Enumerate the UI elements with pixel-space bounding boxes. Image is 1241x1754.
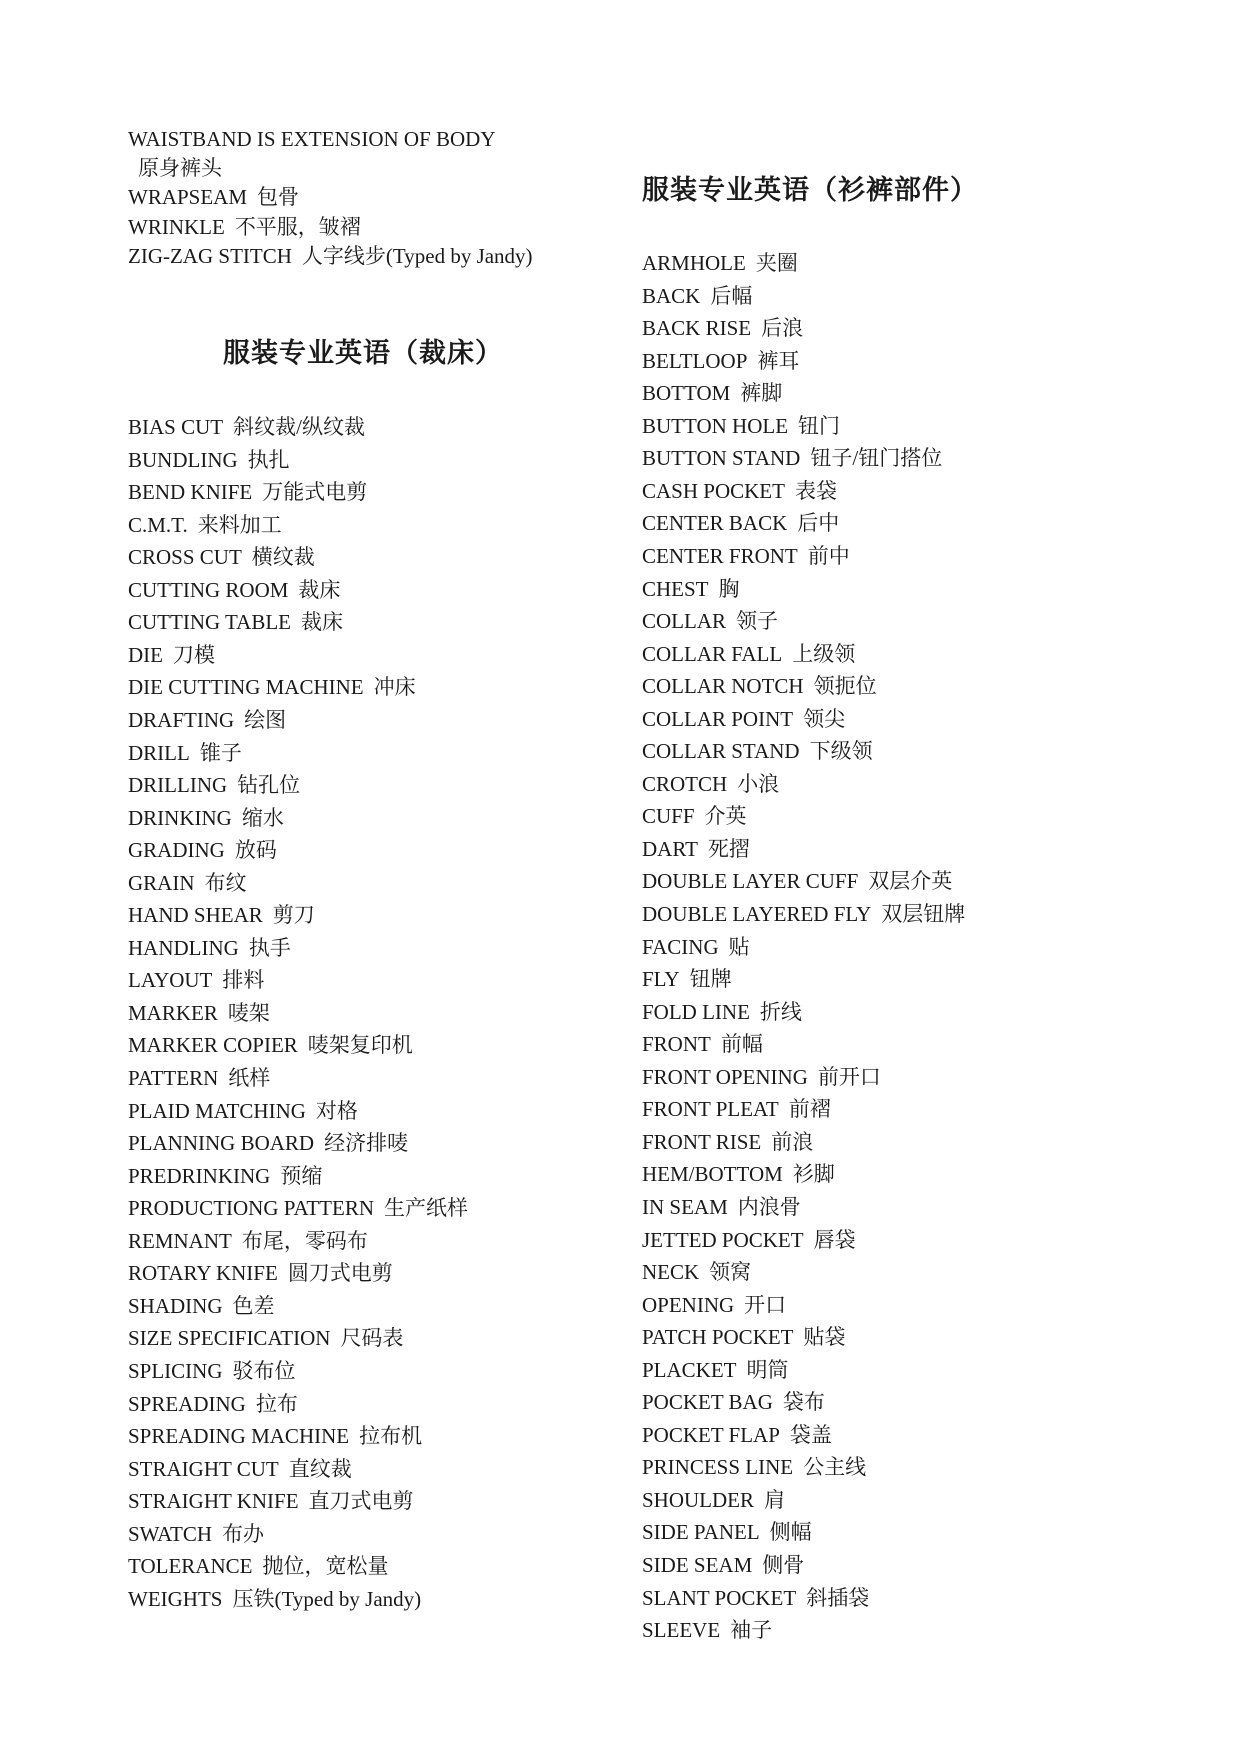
term-english: SIDE PANEL (642, 1520, 760, 1545)
term-chinese: 介英 (704, 804, 747, 829)
term-english: WRAPSEAM (128, 185, 248, 210)
glossary-entry (642, 833, 750, 865)
term-english: BIAS CUT (128, 415, 224, 439)
term-chinese: 胸 (718, 576, 740, 601)
term-english: BUTTON HOLE (642, 413, 789, 438)
glossary-entry (642, 963, 732, 995)
term-english: BACK (642, 283, 701, 308)
glossary-entry (128, 476, 367, 508)
glossary-entry (642, 345, 799, 377)
glossary-entry (128, 181, 299, 213)
term-english: DRAFTING (128, 707, 235, 732)
glossary-entry (128, 1290, 275, 1322)
term-chinese: 袖子 (730, 1618, 773, 1643)
term-english: DIE CUTTING MACHINE (128, 675, 364, 700)
glossary-entry (128, 964, 264, 996)
glossary-entry (642, 670, 877, 702)
term-english: SIZE SPECIFICATION (128, 1326, 331, 1351)
glossary-entry (642, 1158, 835, 1190)
term-english: FLY (642, 967, 680, 992)
glossary-entry (642, 1028, 763, 1060)
term-chinese: 唇袋 (813, 1227, 856, 1252)
glossary-entry (128, 1518, 264, 1550)
term-chinese: 钮子/钮门搭位 (810, 446, 943, 471)
term-chinese: 放码 (234, 838, 277, 863)
term-chinese: 生产纸样 (384, 1196, 469, 1221)
term-english: FACING (642, 934, 719, 959)
glossary-entry (642, 280, 752, 312)
term-chinese: 双层钮牌 (881, 902, 966, 926)
glossary-entry (642, 1061, 881, 1093)
term-chinese: 原身裤头 (138, 156, 222, 181)
term-chinese: 抛位，宽松量 (262, 1554, 389, 1579)
term-chinese: 冲床 (373, 675, 416, 700)
term-chinese: 贴 (728, 934, 750, 959)
glossary-entry (642, 931, 750, 963)
glossary-entry (128, 899, 315, 931)
term-chinese: 直刀式电剪 (308, 1489, 414, 1514)
term-english: SPREADING MACHINE (128, 1424, 350, 1449)
term-english: ARMHOLE (642, 251, 746, 275)
term-english: CASH POCKET (642, 478, 785, 503)
glossary-entry (642, 410, 840, 442)
term-chinese: 直纹裁 (288, 1456, 352, 1481)
term-english: REMNANT (128, 1228, 232, 1253)
term-english: LAYOUT (128, 968, 213, 993)
term-chinese: 执扎 (247, 447, 290, 472)
term-chinese: 衫脚 (792, 1162, 835, 1187)
term-english: HAND SHEAR (128, 903, 263, 928)
term-english: NECK (642, 1260, 700, 1285)
term-chinese: 布办 (222, 1521, 265, 1546)
term-english: C.M.T. (128, 512, 188, 537)
term-chinese: 领子 (736, 609, 778, 634)
term-english: PLANNING BOARD (128, 1131, 315, 1156)
term-english: SLANT POCKET (642, 1585, 797, 1610)
term-english: DRINKING (128, 805, 232, 830)
term-english: WAISTBAND IS EXTENSION OF BODY (128, 127, 496, 151)
glossary-entry (642, 1256, 751, 1288)
glossary-entry (642, 573, 740, 605)
term-chinese: 后浪 (761, 316, 804, 341)
term-chinese: 裤脚 (740, 381, 783, 406)
term-chinese: 前中 (807, 543, 850, 568)
term-chinese: 圆刀式电剪 (287, 1261, 393, 1286)
term-english: CROSS CUT (128, 545, 242, 570)
term-chinese: 后中 (797, 511, 840, 536)
glossary-entry (642, 247, 798, 279)
term-english: STRAIGHT CUT (128, 1456, 279, 1481)
term-english: COLLAR FALL (642, 641, 783, 666)
term-english: CENTER FRONT (642, 543, 798, 568)
term-chinese: 绘图 (244, 707, 287, 732)
term-chinese: 领尖 (803, 706, 846, 731)
glossary-entry (642, 768, 779, 800)
term-chinese: 尺码表 (340, 1326, 404, 1351)
glossary-entry (642, 377, 782, 409)
term-chinese: 贴袋 (803, 1325, 846, 1350)
term-chinese: 压铁(Typed by Jandy) (232, 1586, 422, 1611)
term-chinese: 布尾，零码布 (241, 1228, 368, 1253)
term-english: GRAIN (128, 870, 195, 895)
glossary-entry (128, 1160, 322, 1192)
glossary-entry (128, 867, 247, 899)
term-english: BELTLOOP (642, 348, 748, 373)
glossary-entry (128, 240, 533, 272)
term-chinese: 夹圈 (755, 251, 798, 275)
glossary-entry (642, 1321, 846, 1353)
term-chinese: 斜纹裁/纵纹裁 (233, 415, 365, 439)
section-heading-garment-parts: 服装专业英语（衫裤部件） (642, 175, 978, 206)
term-english: DOUBLE LAYER CUFF (642, 869, 859, 894)
term-english: WEIGHTS (128, 1586, 223, 1611)
term-chinese: 预缩 (280, 1163, 323, 1188)
term-chinese: 前浪 (771, 1129, 814, 1154)
glossary-entry (128, 211, 361, 243)
term-english: FRONT PLEAT (642, 1097, 779, 1122)
term-english: SLEEVE (642, 1618, 721, 1643)
term-english: SWATCH (128, 1521, 213, 1546)
glossary-entry (128, 1420, 422, 1452)
glossary-entry (128, 1550, 388, 1582)
term-chinese: 拉布 (255, 1391, 298, 1416)
term-english: ROTARY KNIFE (128, 1261, 278, 1286)
term-chinese: 剪刀 (272, 903, 315, 928)
term-english: GRADING (128, 838, 225, 863)
term-english: SHADING (128, 1293, 223, 1318)
glossary-entry (642, 800, 747, 832)
glossary-entry (642, 865, 952, 897)
term-english: COLLAR (642, 609, 726, 634)
glossary-entry (642, 996, 802, 1028)
glossary-entry (128, 1095, 358, 1127)
term-english: PATTERN (128, 1066, 219, 1090)
term-english: DOUBLE LAYERED FLY (642, 902, 872, 926)
term-english: BOTTOM (642, 381, 731, 406)
term-chinese: 领扼位 (813, 674, 877, 699)
glossary-entry (642, 1484, 785, 1516)
term-chinese: 驳布位 (232, 1358, 296, 1383)
glossary-entry (128, 834, 277, 866)
term-english: MARKER COPIER (128, 1033, 298, 1058)
term-english: CUFF (642, 804, 695, 829)
glossary-entry (642, 605, 778, 637)
term-chinese: 裁床 (298, 577, 341, 602)
glossary-entry (128, 541, 315, 573)
glossary-entry (642, 1614, 772, 1646)
glossary-entry (642, 507, 839, 539)
term-english: BUNDLING (128, 447, 238, 472)
term-english: PATCH POCKET (642, 1325, 794, 1350)
term-english: CUTTING ROOM (128, 577, 289, 602)
term-chinese: 拉布机 (359, 1424, 423, 1449)
term-chinese: 斜插袋 (806, 1585, 870, 1610)
glossary-entry (128, 1062, 270, 1094)
glossary-entry (642, 1582, 869, 1614)
term-chinese: 钻孔位 (237, 773, 301, 798)
glossary-entry (128, 769, 300, 801)
term-english: BEND KNIFE (128, 480, 253, 505)
glossary-entry (128, 1029, 413, 1061)
term-chinese: 袋布 (782, 1390, 825, 1415)
term-chinese: 唛架 (227, 1000, 270, 1025)
glossary-entry (642, 1191, 801, 1223)
term-chinese: 万能式电剪 (262, 480, 368, 505)
glossary-entry (642, 475, 837, 507)
term-english: SIDE SEAM (642, 1553, 753, 1577)
term-english: OPENING (642, 1292, 735, 1317)
term-english: TOLERANCE (128, 1554, 253, 1579)
glossary-entry (642, 1451, 866, 1483)
term-english: ZIG-ZAG STITCH (128, 243, 292, 268)
glossary-entry (128, 1192, 468, 1224)
term-english: DRILLING (128, 773, 228, 798)
glossary-entry (128, 737, 242, 769)
glossary-entry (128, 932, 291, 964)
term-chinese: 钮牌 (689, 967, 732, 992)
glossary-entry (642, 540, 850, 572)
glossary-entry (642, 735, 873, 767)
term-chinese: 钮门 (798, 413, 841, 438)
term-chinese: 来料加工 (197, 512, 282, 537)
term-chinese: 刀模 (173, 642, 215, 667)
term-english: SHOULDER (642, 1487, 755, 1512)
term-english: COLLAR STAND (642, 739, 800, 764)
term-english: JETTED POCKET (642, 1227, 804, 1252)
glossary-entry (128, 1453, 352, 1485)
glossary-entry (642, 1386, 825, 1418)
term-chinese: 肩 (764, 1487, 786, 1512)
term-chinese: 下级领 (809, 739, 873, 764)
term-chinese: 小浪 (737, 771, 780, 796)
term-chinese: 对格 (315, 1098, 358, 1123)
glossary-entry (128, 671, 416, 703)
term-english: SPREADING (128, 1391, 246, 1416)
term-chinese: 包骨 (257, 185, 300, 210)
term-english: BACK RISE (642, 316, 752, 341)
glossary-entry (642, 1093, 831, 1125)
glossary-entry (642, 1289, 786, 1321)
term-english: WRINKLE (128, 214, 225, 239)
term-english: FRONT (642, 1032, 711, 1057)
term-english: DIE (128, 642, 163, 667)
term-chinese: 领窝 (709, 1260, 752, 1285)
term-chinese: 经济排唛 (324, 1131, 409, 1156)
term-english: CROTCH (642, 771, 728, 796)
term-chinese: 袋盖 (789, 1422, 832, 1447)
glossary-entry (128, 509, 282, 541)
term-english: POCKET BAG (642, 1390, 773, 1415)
glossary-entry (128, 1583, 421, 1615)
term-english: DRILL (128, 740, 190, 765)
glossary-entry (128, 1485, 414, 1517)
term-chinese: 侧幅 (769, 1520, 812, 1545)
term-chinese: 执手 (248, 935, 291, 960)
term-english: SPLICING (128, 1358, 223, 1383)
glossary-entry (128, 444, 290, 476)
glossary-entry (642, 312, 803, 344)
term-chinese: 唛架复印机 (307, 1033, 413, 1058)
glossary-entry (128, 606, 343, 638)
term-chinese: 死摺 (707, 836, 750, 861)
glossary-entry (128, 1388, 298, 1420)
glossary-entry (642, 442, 942, 474)
term-chinese: 双层介英 (868, 869, 953, 894)
glossary-entry (128, 1355, 296, 1387)
term-chinese: 上级领 (792, 641, 856, 666)
term-english: STRAIGHT KNIFE (128, 1489, 299, 1514)
term-english: POCKET FLAP (642, 1422, 780, 1447)
term-chinese: 公主线 (803, 1455, 867, 1480)
term-chinese: 表袋 (794, 478, 837, 503)
glossary-entry (128, 997, 270, 1029)
glossary-entry (642, 638, 855, 670)
term-chinese: 裤耳 (757, 348, 800, 373)
term-chinese: 纸样 (228, 1066, 271, 1090)
glossary-entry (128, 1127, 408, 1159)
glossary-entry (138, 152, 222, 184)
term-chinese: 布纹 (204, 870, 247, 895)
glossary-entry (128, 411, 365, 443)
term-english: CHEST (642, 576, 709, 601)
term-english: PLAID MATCHING (128, 1098, 306, 1123)
term-english: FRONT OPENING (642, 1064, 808, 1089)
term-chinese: 前褶 (788, 1097, 831, 1122)
term-english: HEM/BOTTOM (642, 1162, 783, 1187)
term-chinese: 锥子 (199, 740, 242, 765)
glossary-entry (642, 1549, 804, 1581)
glossary-entry (642, 1419, 832, 1451)
term-english: FOLD LINE (642, 999, 750, 1024)
term-english: COLLAR POINT (642, 706, 794, 731)
term-chinese: 后幅 (710, 283, 753, 308)
term-chinese: 明筒 (746, 1357, 789, 1382)
term-chinese: 不平服，皱褶 (234, 214, 361, 239)
glossary-entry (128, 1322, 403, 1354)
glossary-entry (642, 1126, 813, 1158)
glossary-entry (128, 1225, 368, 1257)
term-english: FRONT RISE (642, 1129, 762, 1154)
glossary-entry (128, 1257, 393, 1289)
term-english: CUTTING TABLE (128, 610, 291, 635)
glossary-entry (642, 1224, 856, 1256)
term-english: CENTER BACK (642, 511, 788, 536)
term-english: COLLAR NOTCH (642, 674, 804, 699)
term-chinese: 前幅 (720, 1032, 763, 1057)
term-english: PRODUCTIONG PATTERN (128, 1196, 375, 1221)
glossary-entry (128, 574, 340, 606)
term-chinese: 内浪骨 (737, 1194, 801, 1219)
term-chinese: 横纹裁 (251, 545, 315, 570)
term-chinese: 人字线步(Typed by Jandy) (301, 243, 533, 268)
term-english: PREDRINKING (128, 1163, 271, 1188)
glossary-entry (642, 1516, 812, 1548)
term-chinese: 开口 (744, 1292, 787, 1317)
glossary-entry (642, 703, 845, 735)
glossary-entry (128, 802, 284, 834)
term-chinese: 折线 (759, 999, 802, 1024)
glossary-entry (128, 704, 286, 736)
term-english: MARKER (128, 1000, 218, 1025)
term-chinese: 前开口 (817, 1064, 881, 1089)
term-english: PLACKET (642, 1357, 737, 1382)
term-chinese: 缩水 (241, 805, 284, 830)
glossary-entry (128, 639, 215, 671)
term-english: PRINCESS LINE (642, 1455, 794, 1480)
glossary-entry (642, 898, 965, 930)
glossary-entry (642, 1354, 789, 1386)
term-english: BUTTON STAND (642, 446, 801, 471)
term-chinese: 色差 (232, 1293, 275, 1318)
term-english: DART (642, 836, 698, 861)
term-english: HANDLING (128, 935, 239, 960)
term-chinese: 裁床 (301, 610, 343, 635)
glossary-entry (128, 123, 496, 155)
term-english: IN SEAM (642, 1194, 728, 1219)
section-heading-cutting-room: 服装专业英语（裁床） (223, 338, 503, 369)
term-chinese: 侧骨 (762, 1553, 805, 1577)
term-chinese: 排料 (222, 968, 265, 993)
